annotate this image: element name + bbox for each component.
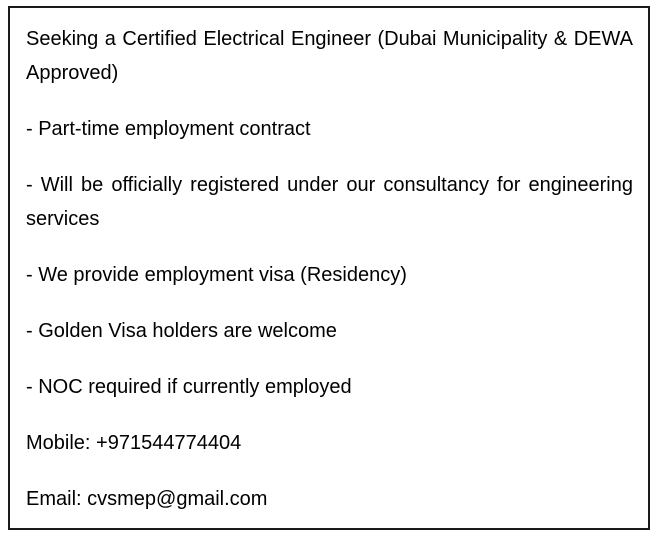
point-part-time: - Part-time employment contract [26,118,311,140]
job-ad-box [8,6,650,530]
point-visa: - We provide employment visa (Residency) [26,264,407,286]
headline: Seeking a Certified Electrical Engineer (Dubai Municipality & DEWA Approved) [26,28,633,84]
point-noc: - NOC required if currently employed [26,376,352,398]
mobile-contact: Mobile: +971544774404 [26,432,242,454]
point-golden-visa: - Golden Visa holders are welcome [26,320,337,342]
email-contact: Email: cvsmep@gmail.com [26,488,268,510]
point-registration: - Will be officially registered under our consultancy for engineering services [26,174,633,230]
